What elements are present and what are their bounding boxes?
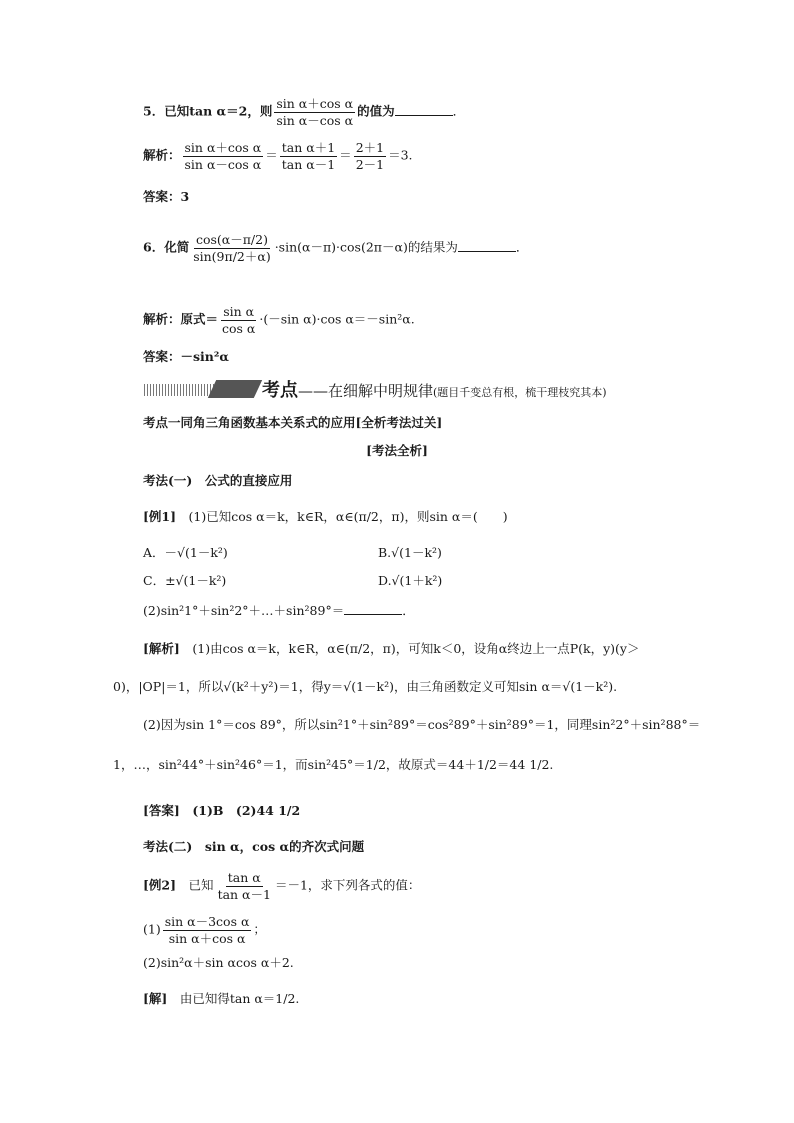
example-2-question: [例2] 已知 $\frac{\text{tan α}}{\text{tan α－1}}$ ＝－1，求下列各式的值：: [143, 870, 421, 902]
option-d: D.√(1＋k²): [378, 573, 443, 588]
banner-bar: [208, 380, 262, 398]
method-2: 考法(二) sin α，cos α的齐次式问题: [143, 839, 365, 854]
option-a: A．－√(1－k²): [143, 545, 228, 560]
q5-stem: 5．已知tan α＝2，则 $\frac{\text{sin α＋cos α}}{\text{sin α－cos α}}$ 的值为 ．: [143, 96, 466, 128]
example-1-solution-2b: 1，…，sin²44°＋sin²46°＝1，而sin²45°＝1/2，故原式＝44＋1/2＝44 1/2.: [113, 757, 554, 772]
answer-blank: [458, 239, 516, 252]
q6-stem: 6．化简 $\frac{\cos(\alpha-\pi/2)}{\sin(9\pi/2+\alpha)}$ ·sin(α－π)·cos(2π－α)的结果为 ．: [143, 232, 529, 264]
option-c: C．±√(1－k²): [143, 573, 227, 588]
example-1-part2: (2)sin²1°＋sin²2°＋…＋sin²89°＝ ．: [143, 603, 415, 618]
q6-answer: 答案：－sin²α: [143, 349, 229, 364]
answer-blank: [395, 103, 453, 116]
example-1-solution-1b: 0)，|OP|＝1，所以√(k²＋y²)＝1，得y＝√(1－k²)，由三角函数定义可知sin α＝√(1－k²).: [113, 679, 618, 694]
example-2-part1: (1) $\frac{\text{sin α－3cos α}}{\text{sin α＋cos α}}$ ；: [143, 914, 266, 946]
example-2-solution: [解] 由已知得tan α＝1/2.: [143, 991, 300, 1006]
section-heading: 考点一同角三角函数基本关系式的应用[全析考法过关]: [143, 415, 443, 430]
example-1-solution-1: [解析] (1)由cos α＝k，k∈R，α∈(π/2，π)，可知k＜0，设角α终边上一点P(k，y)(y＞: [143, 641, 640, 656]
section-sub: [考法全析]: [366, 443, 428, 458]
section-banner: 考点——在细解中明规律(题目千变总有根，梳干理枝究其本): [262, 380, 607, 401]
q5-answer: 答案：3: [143, 189, 190, 204]
example-1-solution-2: (2)因为sin 1°＝cos 89°，所以sin²1°＋sin²89°＝cos²89°＋sin²89°＝1，同理sin²2°＋sin²88°＝: [143, 717, 701, 732]
q6-fraction: $\frac{\cos(\alpha-\pi/2)}{\sin(9\pi/2+\alpha)}$: [193, 232, 271, 264]
option-b: B.√(1－k²): [378, 545, 442, 560]
example-1-question: [例1] (1)已知cos α＝k，k∈R，α∈(π/2，π)，则sin α＝( ): [143, 509, 508, 524]
q5-stem-text: 5．已知tan α＝2，则: [143, 103, 273, 119]
example-1-answer: [答案] (1)B (2)44 1/2: [143, 803, 301, 818]
q6-solution: 解析：原式＝ $\frac{\text{sin α}}{\text{cos α}}$ ·(－sin α)·cos α＝－sin²α.: [143, 304, 415, 336]
method-1: 考法(一) 公式的直接应用: [143, 473, 293, 488]
example-2-part2: (2)sin²α＋sin αcos α＋2.: [143, 955, 294, 970]
q5-solution: 解析： $\frac{\text{sin α＋cos α}}{\text{sin α－cos α}}$ ＝ $\frac{\text{tan α＋1}}{\text{tan α－1}}$ ＝ $\frac{2+1}{2-1}$ ＝3.: [143, 140, 413, 172]
q5-fraction: $\frac{\text{sin α＋cos α}}{\text{sin α－cos α}}$: [276, 96, 354, 128]
answer-blank: [344, 602, 402, 615]
